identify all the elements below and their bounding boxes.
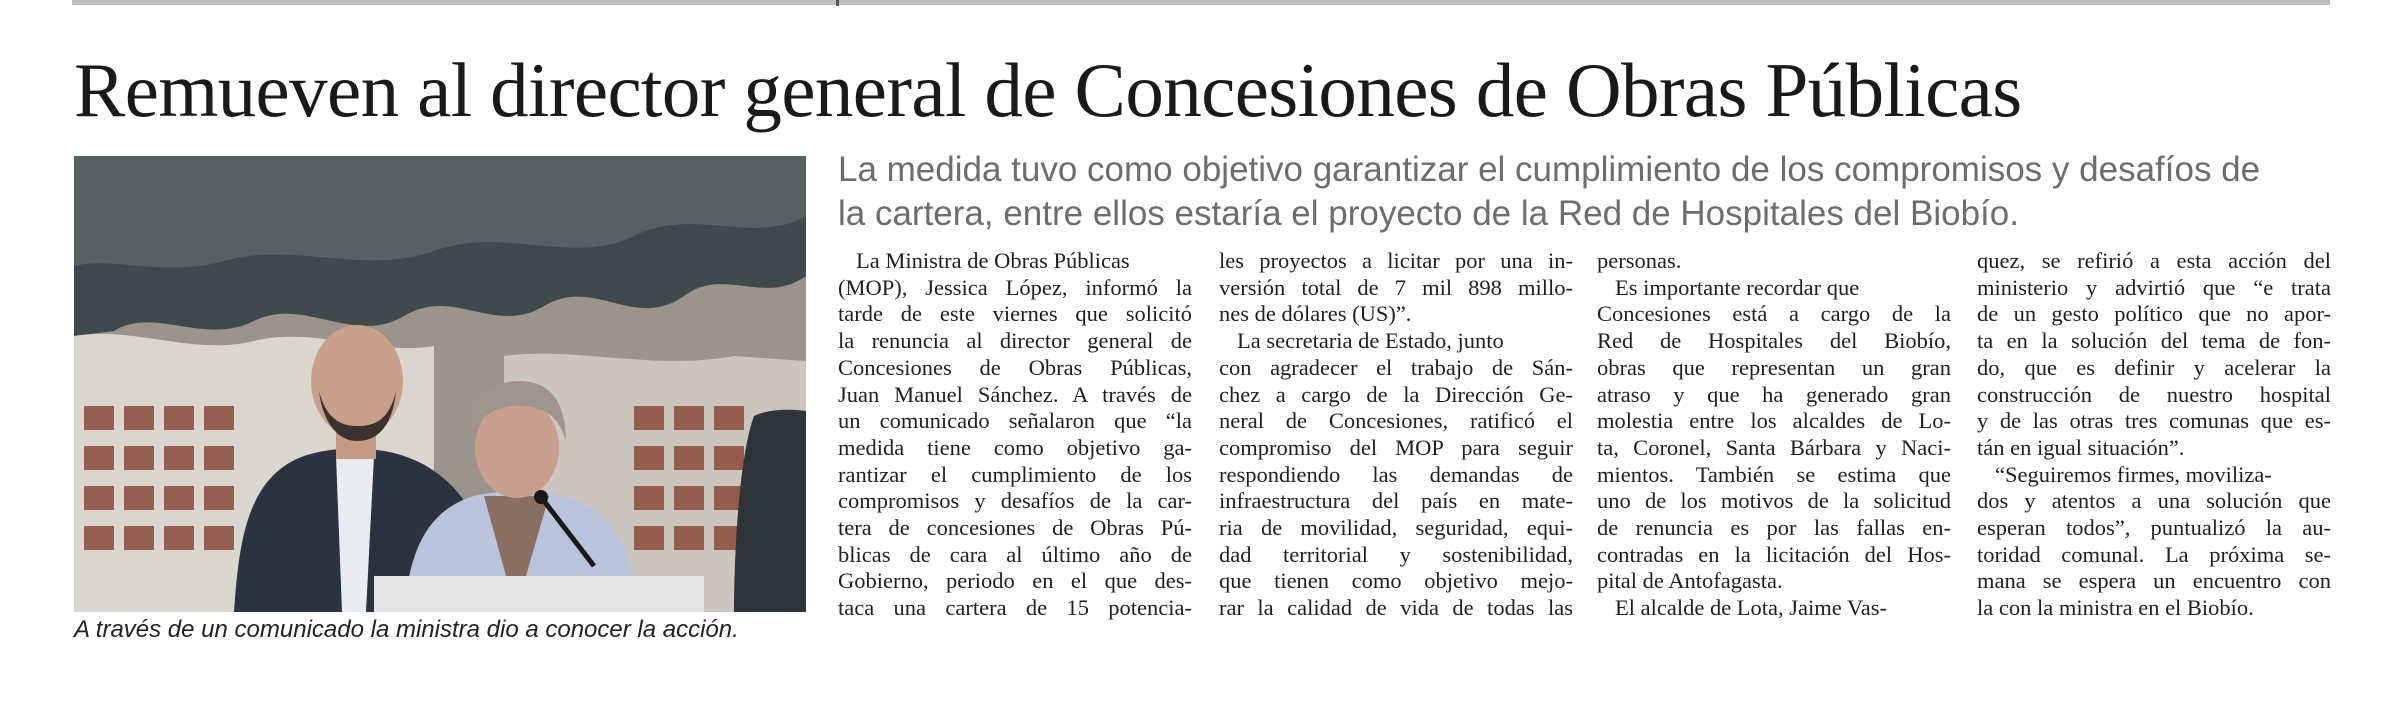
- photo-caption: A través de un comunicado la ministra dio a conocer la acción.: [74, 616, 739, 643]
- body-line: la renuncia al director general de: [838, 328, 1192, 354]
- body-line: dad territorial y sostenibilidad,: [1219, 541, 1573, 567]
- headline: Remueven al director general de Concesiones de Obras Públicas: [74, 47, 2022, 133]
- body-line: dos y atentos a una solución que: [1977, 488, 2331, 514]
- body-line: y de las otras tres comunas que es-: [1977, 408, 2331, 434]
- body-line: Es importante recordar que: [1615, 274, 1860, 300]
- body-line: personas.: [1597, 248, 1682, 273]
- body-line: tera de concesiones de Obras Pú-: [838, 515, 1192, 541]
- body-line: blicas de cara al último año de: [838, 541, 1192, 567]
- body-line: atraso y que ha generado gran: [1597, 381, 1951, 407]
- body-line: con agradecer el trabajo de Sán-: [1219, 354, 1573, 380]
- body-line: esperan todos”, puntualizó la au-: [1977, 515, 2331, 541]
- body-line: compromiso del MOP para seguir: [1219, 434, 1573, 460]
- body-line: neral de Concesiones, ratificó el: [1219, 408, 1573, 434]
- body-line: La Ministra de Obras Públicas: [856, 248, 1130, 273]
- body-line: mana se espera un encuentro con: [1977, 568, 2331, 594]
- body-line: medida tiene como objetivo ga-: [838, 434, 1192, 460]
- deck-line: la cartera, entre ellos estaría el proyecto de la Red de Hospitales del Biobío.: [838, 194, 2019, 233]
- body-line: la con la ministra en el Biobío.: [1977, 595, 2254, 621]
- top-rule: [72, 0, 2330, 5]
- body-line: contradas en la licitación del Hos-: [1597, 541, 1951, 567]
- article-deck: [838, 148, 2338, 236]
- body-line: Concesiones de Obras Públicas,: [838, 354, 1192, 380]
- body-column-2: [1219, 248, 1573, 622]
- body-line: construcción de nuestro hospital: [1977, 381, 2331, 407]
- body-line: nes de dólares (US)”.: [1219, 301, 1412, 327]
- deck-line: La medida tuvo como objetivo garantizar el cumplimiento de los compromisos y desafíos de: [838, 150, 2261, 189]
- body-line: molestia entre los alcaldes de Lo-: [1597, 408, 1951, 434]
- body-line: do, que es definir y acelerar la: [1977, 354, 2331, 380]
- body-line: “Seguiremos firmes, moviliza-: [1995, 461, 2272, 487]
- body-line: versión total de 7 mil 898 millo-: [1219, 274, 1573, 300]
- body-line: que tienen como objetivo mejo-: [1219, 568, 1573, 594]
- body-line: La secretaria de Estado, junto: [1237, 328, 1504, 354]
- body-line: ministerio y advirtió que “e trata: [1977, 274, 2331, 300]
- body-line: obras que representan un gran: [1597, 354, 1951, 380]
- body-line: Concesiones está a cargo de la: [1597, 301, 1951, 327]
- body-line: rar la calidad de vida de todas las: [1219, 595, 1573, 621]
- body-line: compromisos y desafíos de la car-: [838, 488, 1192, 514]
- body-line: (MOP), Jessica López, informó la: [838, 274, 1192, 300]
- body-line: ria de movilidad, seguridad, equi-: [1219, 515, 1573, 541]
- body-line: quez, se refirió a esta acción del: [1977, 248, 2331, 273]
- body-line: infraestructura del país en mate-: [1219, 488, 1573, 514]
- body-line: chez a cargo de la Dirección Ge-: [1219, 381, 1573, 407]
- photo-illustration: [74, 156, 806, 612]
- top-rule-tick: [836, 0, 839, 6]
- body-line: tán en igual situación”.: [1977, 434, 2185, 460]
- body-line: rantizar el cumplimiento de los: [838, 461, 1192, 487]
- body-line: de renuncia es por las fallas en-: [1597, 515, 1951, 541]
- body-line: taca una cartera de 15 potencia-: [838, 595, 1192, 621]
- body-column-1: [838, 248, 1192, 622]
- body-line: pital de Antofagasta.: [1597, 568, 1783, 594]
- body-line: ta en la solución del tema de fon-: [1977, 328, 2331, 354]
- body-line: tarde de este viernes que solicitó: [838, 301, 1192, 327]
- body-line: El alcalde de Lota, Jaime Vas-: [1615, 595, 1887, 621]
- body-line: un comunicado señalaron que “la: [838, 408, 1192, 434]
- body-line: Red de Hospitales del Biobío,: [1597, 328, 1951, 354]
- body-line: mientos. También se estima que: [1597, 461, 1951, 487]
- body-column-3: [1597, 248, 1951, 622]
- body-line: uno de los motivos de la solicitud: [1597, 488, 1951, 514]
- body-line: ta, Coronel, Santa Bárbara y Naci-: [1597, 434, 1951, 460]
- body-line: les proyectos a licitar por una in-: [1219, 248, 1573, 273]
- body-line: de un gesto político que no apor-: [1977, 301, 2331, 327]
- article-photo: [74, 156, 806, 612]
- body-line: Gobierno, periodo en el que des-: [838, 568, 1192, 594]
- body-line: toridad comunal. La próxima se-: [1977, 541, 2331, 567]
- body-line: Juan Manuel Sánchez. A través de: [838, 381, 1192, 407]
- body-line: respondiendo las demandas de: [1219, 461, 1573, 487]
- body-column-4: [1977, 248, 2331, 622]
